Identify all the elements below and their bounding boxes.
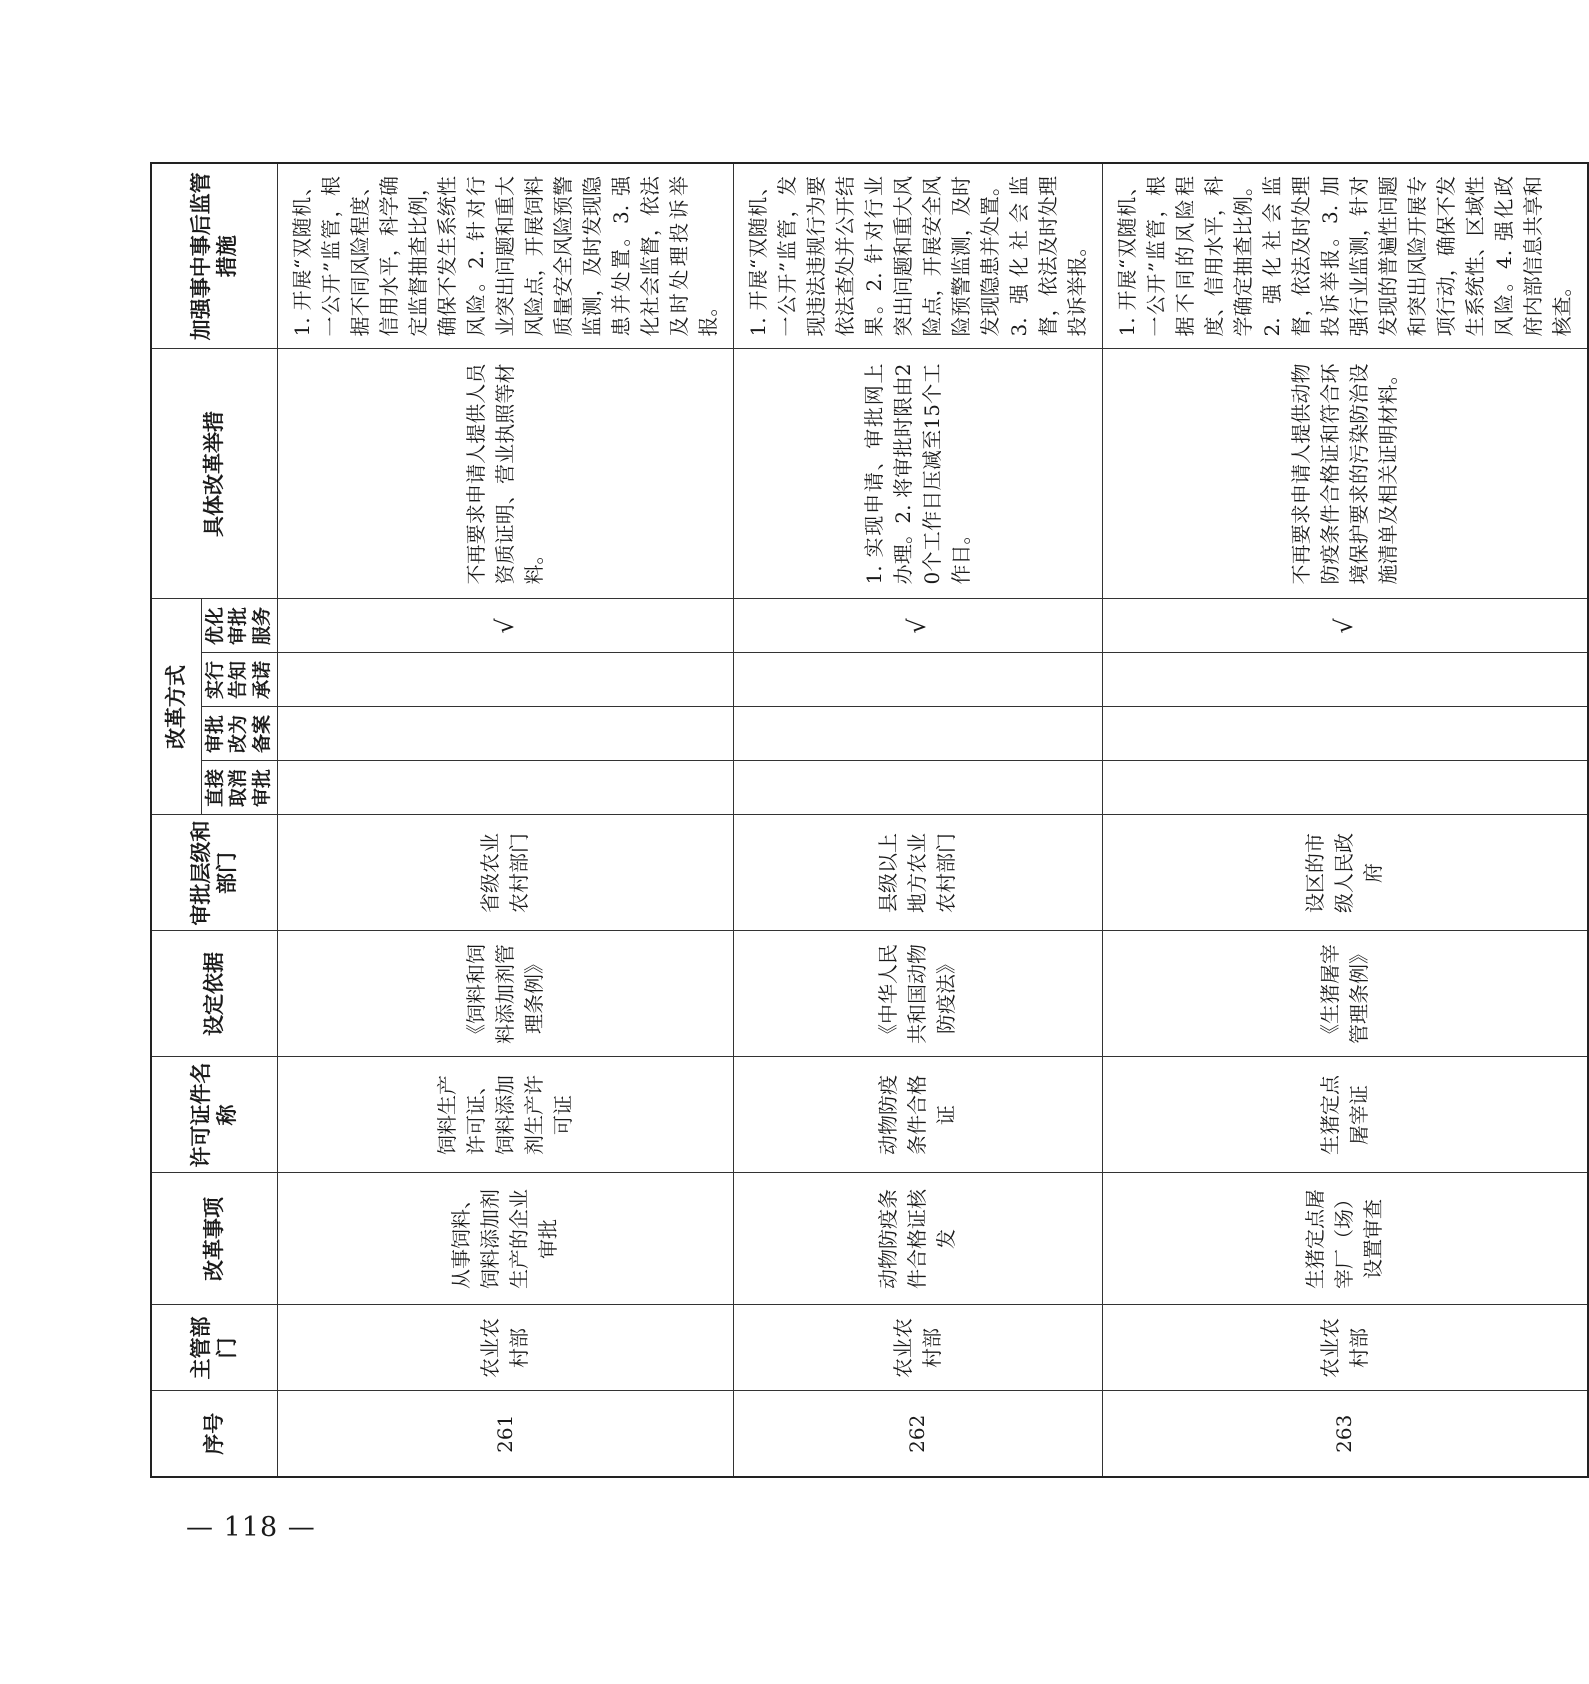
cell-method-notify — [733, 653, 1102, 707]
cell-reform: 不再要求申请人提供人员资质证明、营业执照等材料。 — [277, 349, 733, 599]
cell-method-notify — [277, 653, 733, 707]
header-method-filing: 审批改为备案 — [201, 707, 277, 761]
cell-dept: 农业农村部 — [1102, 1305, 1588, 1391]
cell-dept: 农业农村部 — [733, 1305, 1102, 1391]
cell-level: 设区的市级人民政府 — [1102, 815, 1588, 931]
cell-method-cancel — [1102, 761, 1588, 815]
cell-reform: 不再要求申请人提供动物防疫条件合格证和符合环境保护要求的污染防治设施清单及相关证明材料。 — [1102, 349, 1588, 599]
header-reform: 具体改革举措 — [151, 349, 277, 599]
reform-table — [150, 162, 1589, 1478]
header-method-group: 改革方式 — [151, 599, 201, 815]
cell-supervision: 1. 开展“双随机、一公开”监管，根据不同的风险程度、信用水平，科学确定抽查比例。2. 强化社会监督，依法及时处理投诉举报。3. 加强行业监测，针对发现的普遍性问题和突出风险开展专项行动，确保不发生系统性、区域性风险。4. 强化政府内部信息共享和核查。 — [1102, 163, 1588, 349]
cell-item: 从事饲料、饲料添加剂生产的企业审批 — [277, 1173, 733, 1305]
header-level: 审批层级和部门 — [151, 815, 277, 931]
cell-reform: 1. 实现申请、审批网上办理。2. 将审批时限由20个工作日压减至15个工作日。 — [733, 349, 1102, 599]
cell-method-filing — [733, 707, 1102, 761]
cell-basis: 《饲料和饲料添加剂管理条例》 — [277, 931, 733, 1057]
cell-level: 县级以上地方农业农村部门 — [733, 815, 1102, 931]
header-license: 许可证件名称 — [151, 1057, 277, 1173]
cell-method-optimize: √ — [733, 599, 1102, 653]
header-supervision: 加强事中事后监管措施 — [151, 163, 277, 349]
header-item: 改革事项 — [151, 1173, 277, 1305]
cell-supervision: 1. 开展“双随机、一公开”监管，根据不同风险程度、信用水平，科学确定监督抽查比例，确保不发生系统性风险。2. 针对行业突出问题和重大风险点，开展饲料质量安全风险预警监测，及时发现隐患并处置。3. 强化社会监督，依法及时处理投诉举报。 — [277, 163, 733, 349]
cell-basis: 《生猪屠宰管理条例》 — [1102, 931, 1588, 1057]
table-row — [277, 163, 733, 1477]
header-basis: 设定依据 — [151, 931, 277, 1057]
header-seq: 序号 — [151, 1391, 277, 1477]
table-row — [1102, 163, 1588, 1477]
header-dept: 主管部门 — [151, 1305, 277, 1391]
cell-method-filing — [1102, 707, 1588, 761]
header-method-cancel: 直接取消审批 — [201, 761, 277, 815]
cell-license: 生猪定点屠宰证 — [1102, 1057, 1588, 1173]
cell-level: 省级农业农村部门 — [277, 815, 733, 931]
cell-method-optimize: √ — [277, 599, 733, 653]
cell-basis: 《中华人民共和国动物防疫法》 — [733, 931, 1102, 1057]
cell-license: 动物防疫条件合格证 — [733, 1057, 1102, 1173]
cell-method-filing — [277, 707, 733, 761]
cell-item: 动物防疫条件合格证核发 — [733, 1173, 1102, 1305]
rotated-table-container — [150, 172, 1574, 1478]
cell-seq: 261 — [277, 1391, 733, 1477]
cell-method-cancel — [277, 761, 733, 815]
cell-method-optimize: √ — [1102, 599, 1588, 653]
cell-seq: 262 — [733, 1391, 1102, 1477]
cell-supervision: 1. 开展“双随机、一公开”监管，发现违法违规行为要依法查处并公开结果。2. 针对行业突出问题和重大风险点，开展安全风险预警监测，及时发现隐患并处置。3. 强化社会监督，依法及时处理投诉举报。 — [733, 163, 1102, 349]
cell-dept: 农业农村部 — [277, 1305, 733, 1391]
page-number: — 118 — — [186, 1512, 316, 1543]
cell-item: 生猪定点屠宰厂（场）设置审查 — [1102, 1173, 1588, 1305]
cell-seq: 263 — [1102, 1391, 1588, 1477]
header-method-optimize: 优化审批服务 — [201, 599, 277, 653]
cell-license: 饲料生产许可证、饲料添加剂生产许可证 — [277, 1057, 733, 1173]
header-method-notify: 实行告知承诺 — [201, 653, 277, 707]
cell-method-notify — [1102, 653, 1588, 707]
cell-method-cancel — [733, 761, 1102, 815]
table-row — [733, 163, 1102, 1477]
